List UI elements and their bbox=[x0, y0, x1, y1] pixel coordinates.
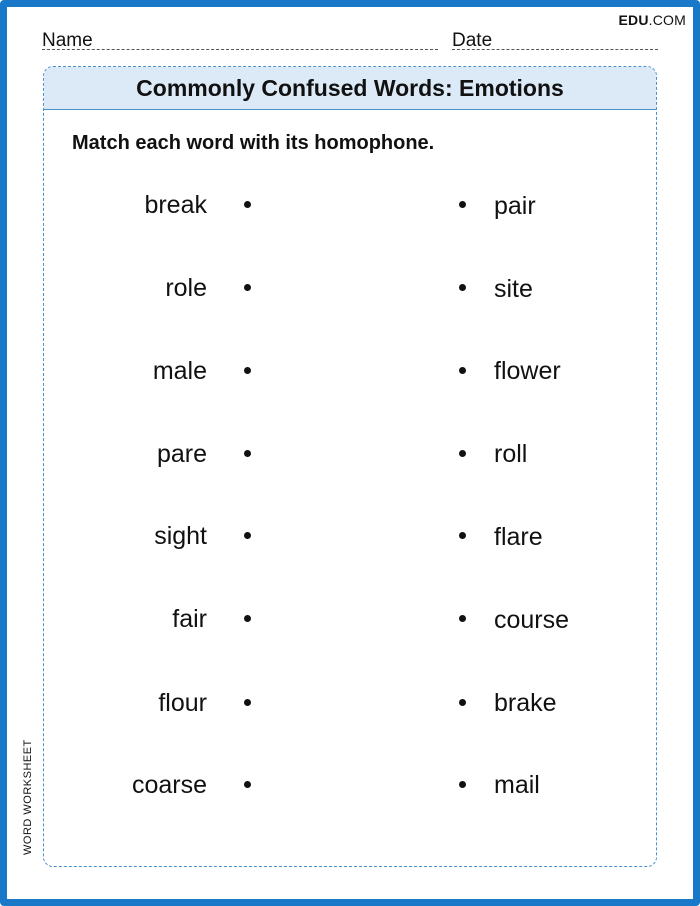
left-match-dot[interactable] bbox=[244, 367, 251, 374]
right-match-dot[interactable] bbox=[459, 532, 466, 539]
left-word: break bbox=[144, 191, 207, 219]
right-word: brake bbox=[494, 689, 557, 717]
right-match-dot[interactable] bbox=[459, 201, 466, 208]
left-word: sight bbox=[154, 522, 207, 550]
side-label: WORD WORKSHEET bbox=[22, 739, 34, 855]
left-match-dot[interactable] bbox=[244, 699, 251, 706]
left-match-dot[interactable] bbox=[244, 201, 251, 208]
right-match-dot[interactable] bbox=[459, 284, 466, 291]
date-label: Date bbox=[452, 30, 493, 51]
title-bar bbox=[44, 67, 656, 110]
instruction-text: Match each word with its homophone. bbox=[72, 132, 435, 154]
right-match-dot[interactable] bbox=[459, 367, 466, 374]
left-word: role bbox=[165, 274, 207, 302]
right-match-dot[interactable] bbox=[459, 450, 466, 457]
left-word: male bbox=[152, 357, 207, 385]
right-word: pair bbox=[494, 192, 536, 220]
right-word: roll bbox=[494, 440, 528, 468]
right-match-dot[interactable] bbox=[459, 699, 466, 706]
name-line bbox=[42, 49, 438, 50]
left-word: flour bbox=[158, 689, 207, 717]
right-match-dot[interactable] bbox=[459, 615, 466, 622]
left-match-dot[interactable] bbox=[244, 450, 251, 457]
right-match-dot[interactable] bbox=[459, 781, 466, 788]
left-match-dot[interactable] bbox=[244, 284, 251, 291]
brand-logo: EDU.COM bbox=[618, 12, 686, 28]
left-word: coarse bbox=[131, 771, 207, 799]
right-word: flare bbox=[494, 523, 543, 551]
worksheet-card bbox=[43, 66, 657, 867]
right-word: site bbox=[494, 275, 533, 303]
left-match-dot[interactable] bbox=[244, 615, 251, 622]
right-word: flower bbox=[494, 357, 561, 385]
left-word: fair bbox=[172, 605, 207, 633]
worksheet-title: Commonly Confused Words: Emotions bbox=[136, 74, 564, 101]
left-match-dot[interactable] bbox=[244, 532, 251, 539]
date-line bbox=[452, 49, 658, 50]
name-label: Name bbox=[42, 30, 93, 51]
left-word: pare bbox=[156, 440, 207, 468]
left-match-dot[interactable] bbox=[244, 781, 251, 788]
right-word: course bbox=[494, 606, 570, 634]
right-word: mail bbox=[494, 771, 540, 799]
